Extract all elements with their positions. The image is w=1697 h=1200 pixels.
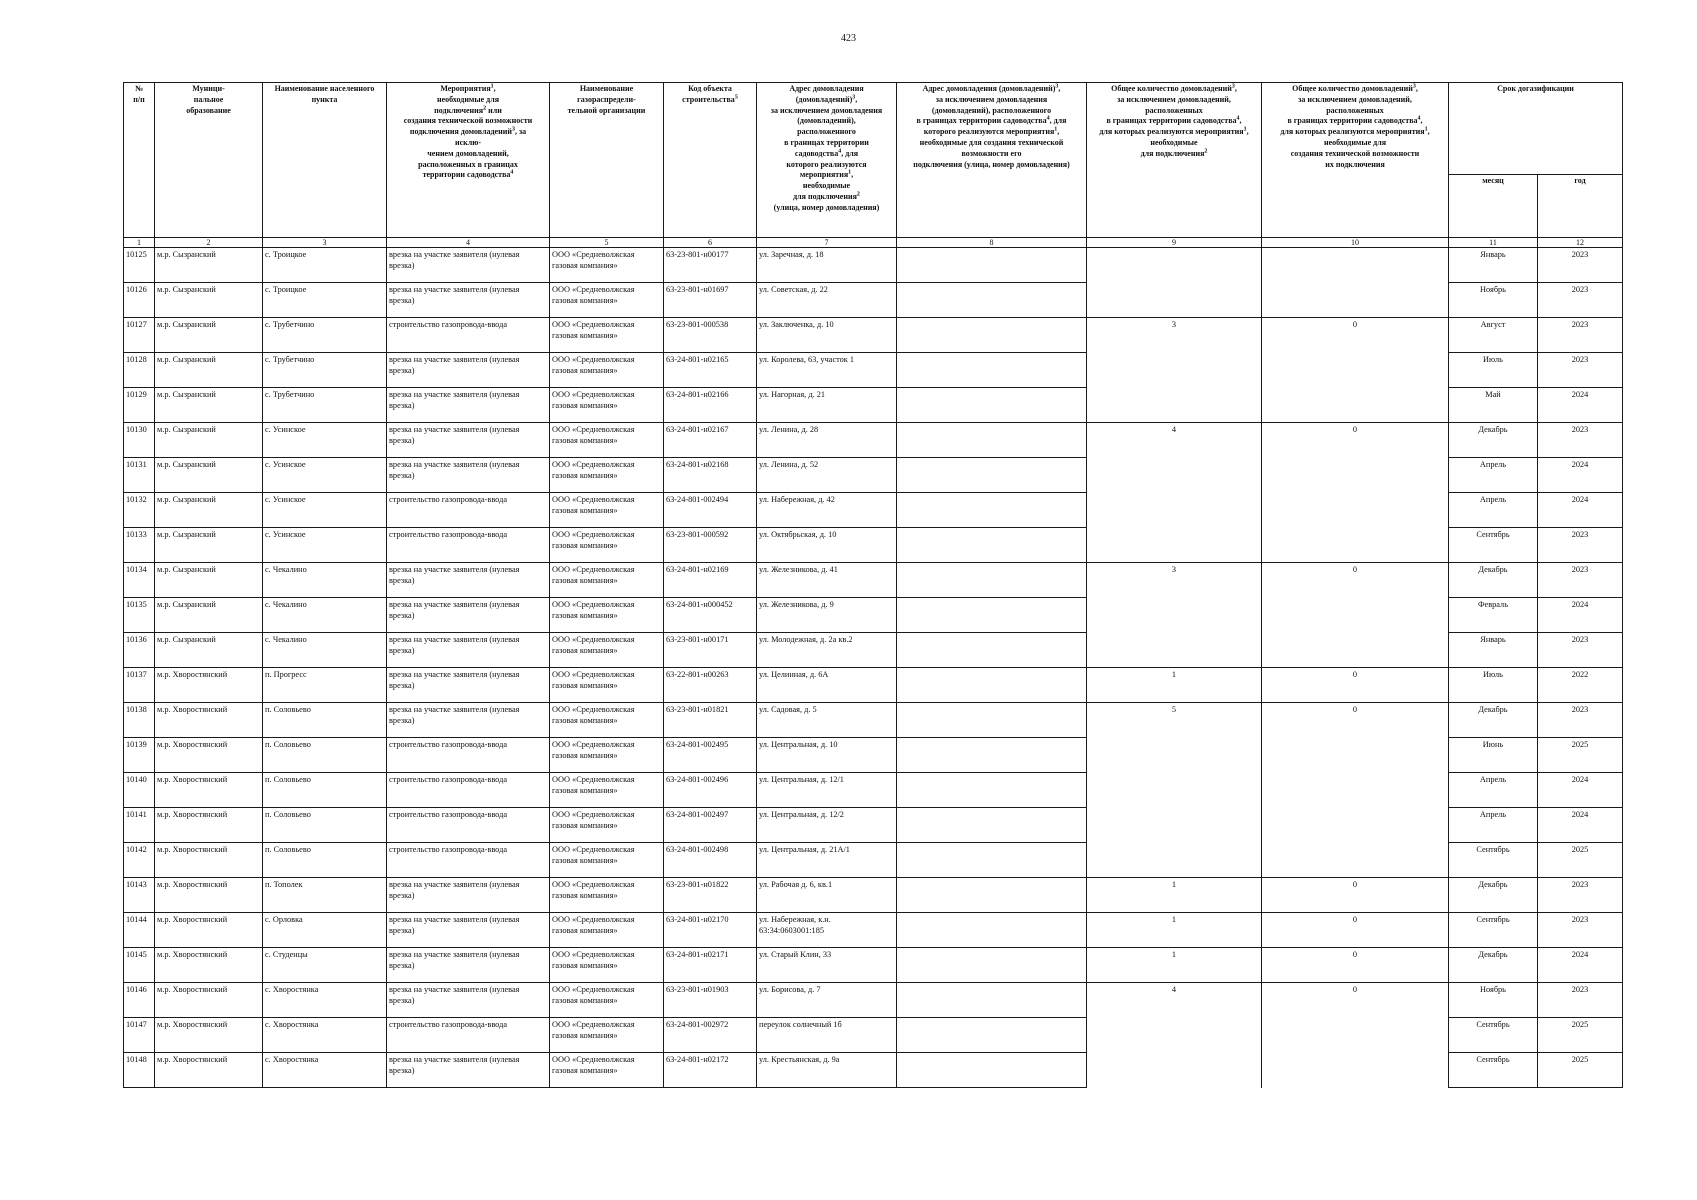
cell-gas-organization: ООО «Средневолжская газовая компания»	[550, 423, 664, 458]
cell-gas-organization: ООО «Средневолжская газовая компания»	[550, 773, 664, 808]
header-count-technical: Общее количество домовладений$^3$, за исключением домовладений, расположенных в границах территории садоводства$^4$, для которых реализуются мероприятия$^1$, необходимые для создания технической возможности их подключения	[1262, 83, 1449, 238]
cell-settlement: п. Соловьево	[263, 843, 387, 878]
table-row	[124, 248, 1623, 283]
cell-count-connection: 3	[1087, 318, 1262, 423]
cell-address-technical	[897, 668, 1087, 703]
cell-count-technical: 0	[1262, 913, 1449, 948]
cell-settlement: п. Тополек	[263, 878, 387, 913]
cell-address: ул. Октябрьская, д. 10	[757, 528, 897, 563]
cell-address-technical	[897, 633, 1087, 668]
cell-month: Сентябрь	[1449, 1018, 1538, 1053]
column-index-cell: 8	[897, 238, 1087, 248]
cell-number: 10138	[124, 703, 155, 738]
cell-address: ул. Набережная, д. 42	[757, 493, 897, 528]
cell-year: 2023	[1538, 703, 1623, 738]
cell-object-code: 63-24-801-н02168	[664, 458, 757, 493]
cell-number: 10147	[124, 1018, 155, 1053]
header-deadline: Срок догазификации	[1449, 83, 1623, 175]
cell-number: 10144	[124, 913, 155, 948]
column-index-cell: 12	[1538, 238, 1623, 248]
cell-gas-organization: ООО «Средневолжская газовая компания»	[550, 528, 664, 563]
cell-measure: врезка на участке заявителя (нулевая врезка)	[387, 248, 550, 283]
cell-address: ул. Садовая, д. 5	[757, 703, 897, 738]
cell-count-technical: 0	[1262, 878, 1449, 913]
cell-measure: врезка на участке заявителя (нулевая врезка)	[387, 598, 550, 633]
cell-number: 10132	[124, 493, 155, 528]
cell-month: Сентябрь	[1449, 843, 1538, 878]
cell-object-code: 63-24-801-002496	[664, 773, 757, 808]
cell-address: ул. Молодежная, д. 2а кв.2	[757, 633, 897, 668]
cell-address-technical	[897, 1053, 1087, 1088]
cell-number: 10128	[124, 353, 155, 388]
cell-object-code: 63-24-801-н02171	[664, 948, 757, 983]
cell-municipality: м.р. Хворостянский	[155, 948, 263, 983]
column-index-cell: 2	[155, 238, 263, 248]
cell-number: 10139	[124, 738, 155, 773]
header-count-connection: Общее количество домовладений$^3$, за исключением домовладений, расположенных в границах территории садоводства$^4$, для которых реализуются мероприятия$^1$, необходимые для подключения$^2$	[1087, 83, 1262, 238]
cell-address: ул. Центральная, д. 12/1	[757, 773, 897, 808]
cell-address-technical	[897, 878, 1087, 913]
cell-year: 2023	[1538, 563, 1623, 598]
cell-month: Январь	[1449, 248, 1538, 283]
cell-address-technical	[897, 283, 1087, 318]
cell-settlement: с. Усинское	[263, 458, 387, 493]
cell-month: Июль	[1449, 668, 1538, 703]
table-row	[124, 878, 1623, 913]
cell-count-technical: 0	[1262, 948, 1449, 983]
cell-address: ул. Железникова, д. 9	[757, 598, 897, 633]
cell-month: Сентябрь	[1449, 528, 1538, 563]
header-num: № п/п	[124, 83, 155, 238]
cell-month: Декабрь	[1449, 423, 1538, 458]
header-settlement: Наименование населенного пункта	[263, 83, 387, 238]
cell-gas-organization: ООО «Средневолжская газовая компания»	[550, 283, 664, 318]
cell-gas-organization: ООО «Средневолжская газовая компания»	[550, 878, 664, 913]
cell-month: Январь	[1449, 633, 1538, 668]
cell-gas-organization: ООО «Средневолжская газовая компания»	[550, 248, 664, 283]
table-row	[124, 668, 1623, 703]
column-index-cell: 5	[550, 238, 664, 248]
cell-number: 10134	[124, 563, 155, 598]
cell-municipality: м.р. Хворостянский	[155, 1053, 263, 1088]
cell-settlement: с. Трубетчино	[263, 318, 387, 353]
cell-address: ул. Центральная, д. 10	[757, 738, 897, 773]
cell-measure: строительство газопровода-ввода	[387, 318, 550, 353]
column-index-cell: 11	[1449, 238, 1538, 248]
cell-address-technical	[897, 528, 1087, 563]
cell-municipality: м.р. Хворостянский	[155, 878, 263, 913]
cell-gas-organization: ООО «Средневолжская газовая компания»	[550, 808, 664, 843]
cell-number: 10125	[124, 248, 155, 283]
cell-count-technical: 0	[1262, 703, 1449, 878]
cell-gas-organization: ООО «Средневолжская газовая компания»	[550, 318, 664, 353]
cell-address-technical	[897, 318, 1087, 353]
cell-month: Февраль	[1449, 598, 1538, 633]
cell-number: 10145	[124, 948, 155, 983]
cell-settlement: с. Трубетчино	[263, 388, 387, 423]
cell-number: 10140	[124, 773, 155, 808]
cell-settlement: с. Чекалино	[263, 563, 387, 598]
cell-object-code: 63-24-801-002494	[664, 493, 757, 528]
cell-year: 2023	[1538, 913, 1623, 948]
cell-year: 2023	[1538, 248, 1623, 283]
header-year: год	[1538, 175, 1623, 238]
cell-address-technical	[897, 703, 1087, 738]
cell-address: ул. Крестьянская, д. 9а	[757, 1053, 897, 1088]
cell-number: 10129	[124, 388, 155, 423]
cell-address-technical	[897, 423, 1087, 458]
cell-settlement: с. Усинское	[263, 423, 387, 458]
cell-year: 2023	[1538, 878, 1623, 913]
cell-year: 2023	[1538, 283, 1623, 318]
cell-count-technical: 0	[1262, 983, 1449, 1088]
cell-settlement: с. Чекалино	[263, 633, 387, 668]
header-municipality: Муници- пальное образование	[155, 83, 263, 238]
cell-month: Декабрь	[1449, 878, 1538, 913]
column-index-cell: 4	[387, 238, 550, 248]
cell-gas-organization: ООО «Средневолжская газовая компания»	[550, 668, 664, 703]
cell-measure: строительство газопровода-ввода	[387, 843, 550, 878]
cell-address-technical	[897, 388, 1087, 423]
cell-municipality: м.р. Хворостянский	[155, 843, 263, 878]
cell-gas-organization: ООО «Средневолжская газовая компания»	[550, 948, 664, 983]
cell-municipality: м.р. Сызранский	[155, 283, 263, 318]
cell-count-technical: 0	[1262, 318, 1449, 423]
cell-address: ул. Набережная, к.н. 63:34:0603001:185	[757, 913, 897, 948]
cell-month: Апрель	[1449, 493, 1538, 528]
cell-address: ул. Нагорная, д. 21	[757, 388, 897, 423]
cell-object-code: 63-24-801-002497	[664, 808, 757, 843]
cell-gas-organization: ООО «Средневолжская газовая компания»	[550, 983, 664, 1018]
cell-address: ул. Советская, д. 22	[757, 283, 897, 318]
cell-settlement: с. Орловка	[263, 913, 387, 948]
cell-year: 2025	[1538, 843, 1623, 878]
cell-gas-organization: ООО «Средневолжская газовая компания»	[550, 353, 664, 388]
cell-year: 2024	[1538, 598, 1623, 633]
cell-settlement: с. Троицкое	[263, 248, 387, 283]
cell-address-technical	[897, 493, 1087, 528]
cell-count-connection	[1087, 248, 1262, 318]
cell-address-technical	[897, 738, 1087, 773]
cell-measure: строительство газопровода-ввода	[387, 1018, 550, 1053]
cell-month: Июль	[1449, 353, 1538, 388]
cell-object-code: 63-23-801-н01821	[664, 703, 757, 738]
cell-municipality: м.р. Сызранский	[155, 458, 263, 493]
cell-year: 2024	[1538, 458, 1623, 493]
cell-number: 10136	[124, 633, 155, 668]
cell-settlement: п. Соловьево	[263, 703, 387, 738]
cell-municipality: м.р. Хворостянский	[155, 913, 263, 948]
cell-count-connection: 4	[1087, 423, 1262, 563]
cell-address-technical	[897, 1018, 1087, 1053]
cell-municipality: м.р. Сызранский	[155, 388, 263, 423]
cell-object-code: 63-24-801-н02166	[664, 388, 757, 423]
cell-year: 2025	[1538, 1053, 1623, 1088]
cell-year: 2024	[1538, 388, 1623, 423]
cell-municipality: м.р. Хворостянский	[155, 703, 263, 738]
cell-number: 10141	[124, 808, 155, 843]
cell-number: 10133	[124, 528, 155, 563]
cell-settlement: с. Хворостянка	[263, 1018, 387, 1053]
cell-month: Май	[1449, 388, 1538, 423]
cell-measure: строительство газопровода-ввода	[387, 773, 550, 808]
table-row	[124, 423, 1623, 458]
cell-gas-organization: ООО «Средневолжская газовая компания»	[550, 388, 664, 423]
table-row	[124, 563, 1623, 598]
cell-address: ул. Железникова, д. 41	[757, 563, 897, 598]
cell-address-technical	[897, 563, 1087, 598]
cell-number: 10142	[124, 843, 155, 878]
cell-number: 10143	[124, 878, 155, 913]
cell-measure: врезка на участке заявителя (нулевая врезка)	[387, 983, 550, 1018]
cell-address: ул. Центральная, д. 21А/1	[757, 843, 897, 878]
cell-settlement: п. Прогресс	[263, 668, 387, 703]
cell-month: Ноябрь	[1449, 983, 1538, 1018]
cell-settlement: с. Троицкое	[263, 283, 387, 318]
cell-object-code: 63-24-801-н000452	[664, 598, 757, 633]
cell-object-code: 63-23-801-н00177	[664, 248, 757, 283]
cell-object-code: 63-24-801-002972	[664, 1018, 757, 1053]
cell-address: ул. Борисова, д. 7	[757, 983, 897, 1018]
cell-address: ул. Королева, 63, участок 1	[757, 353, 897, 388]
cell-gas-organization: ООО «Средневолжская газовая компания»	[550, 598, 664, 633]
table-row	[124, 948, 1623, 983]
cell-municipality: м.р. Хворостянский	[155, 668, 263, 703]
cell-year: 2023	[1538, 353, 1623, 388]
cell-address-technical	[897, 773, 1087, 808]
table-row	[124, 703, 1623, 738]
cell-year: 2024	[1538, 773, 1623, 808]
cell-address: ул. Старый Клин, 33	[757, 948, 897, 983]
cell-gas-organization: ООО «Средневолжская газовая компания»	[550, 738, 664, 773]
cell-address-technical	[897, 598, 1087, 633]
cell-settlement: п. Соловьево	[263, 808, 387, 843]
table-row	[124, 913, 1623, 948]
cell-settlement: п. Соловьево	[263, 773, 387, 808]
cell-count-connection: 3	[1087, 563, 1262, 668]
cell-month: Декабрь	[1449, 948, 1538, 983]
cell-object-code: 63-24-801-н02172	[664, 1053, 757, 1088]
header-address-technical: Адрес домовладения (домовладений)$^3$, за исключением домовладения (домовладений), расположенного в границах территории садоводства$^4$, для которого реализуются мероприятия$^1$, необходимые для создания технической возможности его подключения (улица, номер домовладения)	[897, 83, 1087, 238]
cell-municipality: м.р. Сызранский	[155, 528, 263, 563]
cell-count-technical	[1262, 248, 1449, 318]
cell-gas-organization: ООО «Средневолжская газовая компания»	[550, 563, 664, 598]
table-row	[124, 318, 1623, 353]
cell-settlement: с. Хворостянка	[263, 1053, 387, 1088]
cell-count-connection: 1	[1087, 913, 1262, 948]
cell-municipality: м.р. Сызранский	[155, 248, 263, 283]
cell-count-connection: 1	[1087, 878, 1262, 913]
cell-count-connection: 1	[1087, 668, 1262, 703]
cell-gas-organization: ООО «Средневолжская газовая компания»	[550, 458, 664, 493]
cell-object-code: 63-24-801-н02165	[664, 353, 757, 388]
cell-measure: врезка на участке заявителя (нулевая врезка)	[387, 563, 550, 598]
cell-municipality: м.р. Сызранский	[155, 318, 263, 353]
gasification-table	[123, 82, 1623, 1088]
cell-address: ул. Ленина, д. 52	[757, 458, 897, 493]
cell-number: 10137	[124, 668, 155, 703]
cell-address-technical	[897, 843, 1087, 878]
cell-address: ул. Заречная, д. 18	[757, 248, 897, 283]
table-body	[124, 248, 1623, 1088]
cell-month: Июнь	[1449, 738, 1538, 773]
cell-gas-organization: ООО «Средневолжская газовая компания»	[550, 1018, 664, 1053]
header-month: месяц	[1449, 175, 1538, 238]
cell-municipality: м.р. Хворостянский	[155, 773, 263, 808]
cell-settlement: с. Усинское	[263, 493, 387, 528]
cell-measure: врезка на участке заявителя (нулевая врезка)	[387, 353, 550, 388]
cell-year: 2025	[1538, 738, 1623, 773]
cell-year: 2024	[1538, 808, 1623, 843]
cell-measure: врезка на участке заявителя (нулевая врезка)	[387, 913, 550, 948]
cell-gas-organization: ООО «Средневолжская газовая компания»	[550, 493, 664, 528]
cell-count-connection: 5	[1087, 703, 1262, 878]
cell-object-code: 63-24-801-002498	[664, 843, 757, 878]
cell-municipality: м.р. Сызранский	[155, 598, 263, 633]
cell-month: Август	[1449, 318, 1538, 353]
cell-number: 10148	[124, 1053, 155, 1088]
cell-object-code: 63-23-801-000538	[664, 318, 757, 353]
cell-municipality: м.р. Сызранский	[155, 493, 263, 528]
cell-address: ул. Центральная, д. 12/2	[757, 808, 897, 843]
column-index-cell: 6	[664, 238, 757, 248]
cell-month: Ноябрь	[1449, 283, 1538, 318]
cell-gas-organization: ООО «Средневолжская газовая компания»	[550, 843, 664, 878]
cell-address-technical	[897, 458, 1087, 493]
cell-gas-organization: ООО «Средневолжская газовая компания»	[550, 1053, 664, 1088]
cell-number: 10135	[124, 598, 155, 633]
cell-municipality: м.р. Сызранский	[155, 633, 263, 668]
cell-month: Апрель	[1449, 773, 1538, 808]
cell-measure: врезка на участке заявителя (нулевая врезка)	[387, 668, 550, 703]
column-index-cell: 9	[1087, 238, 1262, 248]
cell-gas-organization: ООО «Средневолжская газовая компания»	[550, 913, 664, 948]
cell-measure: строительство газопровода-ввода	[387, 528, 550, 563]
column-index-cell: 7	[757, 238, 897, 248]
cell-measure: строительство газопровода-ввода	[387, 738, 550, 773]
cell-settlement: с. Усинское	[263, 528, 387, 563]
header-measures: Мероприятия$^1$, необходимые для подключения$^2$ или создания технической возможности подключения домовладений$^3$, за исклю- чением домовладений, расположенных в границах территории садоводства$^4$	[387, 83, 550, 238]
cell-address-technical	[897, 948, 1087, 983]
cell-count-technical: 0	[1262, 423, 1449, 563]
cell-address: ул. Ленина, д. 28	[757, 423, 897, 458]
cell-month: Декабрь	[1449, 563, 1538, 598]
cell-number: 10126	[124, 283, 155, 318]
cell-settlement: с. Хворостянка	[263, 983, 387, 1018]
cell-object-code: 63-24-801-н02169	[664, 563, 757, 598]
cell-year: 2025	[1538, 1018, 1623, 1053]
column-index-cell: 3	[263, 238, 387, 248]
header-address-connection: Адрес домовладения (домовладений)$^3$, за исключением домовладения (домовладений), расположенного в границах территории садоводства$^4$, для которого реализуются мероприятия$^1$, необходимые для подключения$^2$ (улица, номер домовладения)	[757, 83, 897, 238]
cell-object-code: 63-24-801-н02167	[664, 423, 757, 458]
cell-month: Апрель	[1449, 458, 1538, 493]
cell-settlement: с. Чекалино	[263, 598, 387, 633]
cell-measure: врезка на участке заявителя (нулевая врезка)	[387, 1053, 550, 1088]
column-index-cell: 10	[1262, 238, 1449, 248]
cell-object-code: 63-23-801-000592	[664, 528, 757, 563]
cell-number: 10127	[124, 318, 155, 353]
cell-address: ул. Заключенка, д. 10	[757, 318, 897, 353]
cell-month: Сентябрь	[1449, 1053, 1538, 1088]
column-index-row	[124, 238, 1623, 248]
cell-address-technical	[897, 983, 1087, 1018]
cell-settlement: п. Соловьево	[263, 738, 387, 773]
cell-year: 2023	[1538, 983, 1623, 1018]
cell-municipality: м.р. Хворостянский	[155, 983, 263, 1018]
cell-object-code: 63-23-801-н01822	[664, 878, 757, 913]
cell-measure: врезка на участке заявителя (нулевая врезка)	[387, 423, 550, 458]
cell-measure: врезка на участке заявителя (нулевая врезка)	[387, 948, 550, 983]
page-number: 423	[841, 33, 856, 44]
cell-measure: врезка на участке заявителя (нулевая врезка)	[387, 633, 550, 668]
cell-measure: строительство газопровода-ввода	[387, 808, 550, 843]
cell-number: 10146	[124, 983, 155, 1018]
cell-count-connection: 1	[1087, 948, 1262, 983]
cell-object-code: 63-23-801-н01903	[664, 983, 757, 1018]
cell-month: Сентябрь	[1449, 913, 1538, 948]
cell-count-technical: 0	[1262, 563, 1449, 668]
cell-address-technical	[897, 913, 1087, 948]
cell-settlement: с. Трубетчино	[263, 353, 387, 388]
cell-address-technical	[897, 248, 1087, 283]
cell-number: 10130	[124, 423, 155, 458]
cell-object-code: 63-24-801-002495	[664, 738, 757, 773]
cell-settlement: с. Студенцы	[263, 948, 387, 983]
cell-object-code: 63-23-801-н00171	[664, 633, 757, 668]
cell-address: ул. Целинная, д. 6А	[757, 668, 897, 703]
cell-year: 2023	[1538, 423, 1623, 458]
cell-gas-organization: ООО «Средневолжская газовая компания»	[550, 633, 664, 668]
cell-gas-organization: ООО «Средневолжская газовая компания»	[550, 703, 664, 738]
cell-year: 2022	[1538, 668, 1623, 703]
cell-object-code: 63-23-801-н01697	[664, 283, 757, 318]
cell-measure: врезка на участке заявителя (нулевая врезка)	[387, 388, 550, 423]
cell-municipality: м.р. Сызранский	[155, 353, 263, 388]
cell-count-connection: 4	[1087, 983, 1262, 1088]
cell-year: 2024	[1538, 493, 1623, 528]
cell-address-technical	[897, 808, 1087, 843]
cell-number: 10131	[124, 458, 155, 493]
cell-municipality: м.р. Сызранский	[155, 563, 263, 598]
column-index-cell: 1	[124, 238, 155, 248]
cell-address: ул. Рабочая д. 6, кв.1	[757, 878, 897, 913]
cell-municipality: м.р. Хворостянский	[155, 738, 263, 773]
cell-municipality: м.р. Хворостянский	[155, 808, 263, 843]
cell-municipality: м.р. Хворостянский	[155, 1018, 263, 1053]
header-object-code: Код объекта строительства$^5$	[664, 83, 757, 238]
cell-measure: врезка на участке заявителя (нулевая врезка)	[387, 283, 550, 318]
cell-year: 2024	[1538, 948, 1623, 983]
header-gas-org: Наименование газораспредели- тельной организации	[550, 83, 664, 238]
cell-object-code: 63-24-801-н02170	[664, 913, 757, 948]
cell-year: 2023	[1538, 633, 1623, 668]
cell-year: 2023	[1538, 528, 1623, 563]
cell-object-code: 63-22-801-н00263	[664, 668, 757, 703]
cell-measure: врезка на участке заявителя (нулевая врезка)	[387, 878, 550, 913]
cell-count-technical: 0	[1262, 668, 1449, 703]
cell-month: Декабрь	[1449, 703, 1538, 738]
cell-measure: врезка на участке заявителя (нулевая врезка)	[387, 703, 550, 738]
cell-measure: строительство газопровода-ввода	[387, 493, 550, 528]
cell-measure: врезка на участке заявителя (нулевая врезка)	[387, 458, 550, 493]
cell-municipality: м.р. Сызранский	[155, 423, 263, 458]
cell-year: 2023	[1538, 318, 1623, 353]
cell-address: переулок солнечный 1б	[757, 1018, 897, 1053]
cell-month: Апрель	[1449, 808, 1538, 843]
cell-address-technical	[897, 353, 1087, 388]
table-row	[124, 983, 1623, 1018]
